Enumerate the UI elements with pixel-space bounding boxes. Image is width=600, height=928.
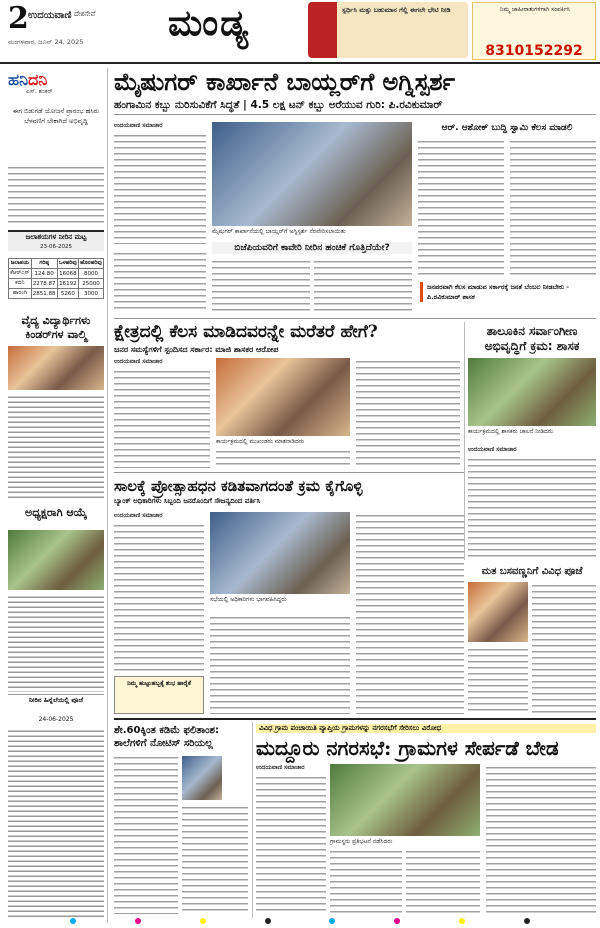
story-3-text-col-2: [210, 614, 350, 714]
reservoir-table: [8, 258, 104, 299]
bottom-left-text-1: [114, 754, 178, 914]
section-title: ಮಂಡ್ಯ: [168, 2, 251, 44]
edition-name: ದೇಶಸೇವೆ: [74, 10, 96, 18]
reservoir-table-title: [8, 230, 104, 251]
page-number: 2: [8, 1, 29, 36]
story-2-headline[interactable]: ಕ್ಷೇತ್ರದಲ್ಲಿ ಕೆಲಸ ಮಾಡಿದವರನ್ನೇ ಮರೆತರೆ ಹೇಗೆ?: [114, 322, 378, 342]
story-3-caption: ಸಭೆಯಲ್ಲಿ ಅಧಿಕಾರಿಗಳು ಭಾಗವಹಿಸಿದ್ದರು: [210, 596, 287, 603]
bottom-text-col-4: [486, 764, 596, 914]
table-cell: 16068: [59, 270, 77, 277]
left-headline-2: ವೈದ್ಯ ವಿದ್ಯಾರ್ಥಿಗಳು ಕಿಂಡರ್‌ಗಳ ವಾಲ್ಮಿ: [21, 314, 91, 341]
registration-dot: [394, 918, 400, 924]
table-cell: ಗರಿಷ್ಠ: [31, 259, 57, 269]
lead-quote: ಜನಪರವಾಗಿ ಕೆಲಸ ಮಾಡುವ ಸರ್ಕಾರಕ್ಕೆ ಜನತೆ ಬೆಂಬಲ ನೀಡಬೇಕು - ಪಿ.ರವಿಕುಮಾರ್ ಶಾಸಕ: [420, 282, 596, 302]
lead-byline: ಉದಯವಾಣಿ ಸಮಾಚಾರ: [114, 122, 163, 129]
bottom-byline: ಉದಯವಾಣಿ ಸಮಾಚಾರ: [256, 764, 305, 771]
story-right-photo: [468, 358, 596, 426]
table-cell: 124.80: [31, 269, 57, 279]
masthead-ad-left[interactable]: [308, 2, 468, 58]
notice-text: [8, 728, 104, 918]
lead-text-col-2a: [212, 258, 310, 314]
table-title-text: ಜಲಾಶಯಗಳ ನೀರಿನ ಮಟ್ಟ: [25, 233, 87, 241]
story-3-byline: ಉದಯವಾಣಿ ಸಮಾಚಾರ: [114, 512, 163, 519]
ad-right-text: ನಿಮ್ಮ ಜಾಹೀರಾತುಗಳಿಗಾಗಿ ಸಂಪರ್ಕಿಸಿ: [499, 6, 570, 13]
story-2-subhead: ಜನರ ಸಮಸ್ಯೆಗಳಿಗೆ ಸ್ಪಂದಿಸದ ಸರ್ಕಾರ: ಮಾಜಿ ಶಾಸಕರ ಆರೋಪ: [114, 345, 279, 354]
story-4-headline[interactable]: ಮತ ಬಸವಣ್ಣನಿಗೆ ವಿವಿಧ ಪೂಜೆ: [481, 566, 583, 577]
story-2-text-col-3: [356, 358, 460, 468]
lead-deck: ಹಂಗಾಮಿನ ಕಬ್ಬು ನುರಿಸುವಿಕೆಗೆ ಸಿದ್ಧತೆ | 4.5 ಲಕ್ಷ ಟನ್ ಕಬ್ಬು ಅರೆಯುವ ಗುರಿ: ಪಿ.ರವಿಕುಮಾರ್: [114, 98, 596, 115]
promo-box[interactable]: [114, 676, 204, 714]
story-3-subhead: ಬ್ಯಾಂಕ್ ಅಧಿಕಾರಿಗಳು ಸಿಬ್ಬಂದಿ ಜನರೊಂದಿಗೆ ಸೌಜನ್ಯದಿಂದ ವರ್ತಿಸಿ: [114, 497, 261, 505]
story-3-text-col-1: [114, 522, 204, 672]
notice-title: ನೀರಿನ ಹಿನ್ನೆಲೆಯಲ್ಲಿ ಪೂಜೆ: [28, 696, 84, 704]
story-2-text-col-1: [114, 368, 210, 468]
table-row: [9, 259, 104, 269]
registration-dot: [459, 918, 465, 924]
lead-photo: [212, 122, 412, 226]
column-divider: [252, 722, 253, 918]
lead-sub-head: ಬಿಜೆಪಿಯವರಿಗೆ ಕಾವೇರಿ ನೀರಿನ ಹಂಚಿಕೆ ಗೊತ್ತಿದೆಯೇ?: [212, 242, 412, 254]
bottom-left-text-2: [182, 804, 248, 914]
left-headline-3: ಅಧ್ಯಕ್ಷರಾಗಿ ಆಯ್ಕೆ: [25, 506, 87, 519]
bottom-headline[interactable]: ಮದ್ದೂರು ನಗರಸಭೆ: ಗ್ರಾಮಗಳ ಸೇರ್ಪಡೆ ಬೇಡ: [256, 736, 559, 760]
left-story-2-text: [8, 394, 104, 498]
story-2-photo: [216, 358, 350, 436]
story-right-text: [468, 456, 596, 558]
bottom-left-portrait: [182, 756, 222, 800]
table-date: 23-06-2025: [40, 244, 72, 250]
divider: [114, 318, 596, 319]
registration-dot: [265, 918, 271, 924]
table-row: [9, 289, 104, 299]
column-divider: [464, 322, 465, 560]
left-column: [4, 68, 108, 923]
divider: [114, 472, 464, 473]
lead-text-col-1b: [114, 250, 206, 312]
story-2-byline: ಉದಯವಾಣಿ ಸಮಾಚಾರ: [114, 358, 163, 365]
lead-text-col-2b: [314, 258, 412, 314]
lead-side-head: ಆರ್. ಆಶೋಕ್ ಬುದ್ದಿ ಸ್ವಾಮಿ ಕೆಲಸ ಮಾಡಲಿ: [441, 123, 573, 133]
logo-part-b: ದನಿ: [27, 70, 48, 89]
story-right-byline: ಉದಯವಾಣಿ ಸಮಾಚಾರ: [468, 446, 517, 453]
print-registration-marks: [70, 918, 530, 926]
bottom-left-headline[interactable]: ಶೇ.60ಕ್ಕಿಂತ ಕಡಿಮೆ ಫಲಿತಾಂಶ: ಶಾಲೆಗಳಿಗೆ ನೋಟಿಸ್ ಸರಿಯಲ್ಲ: [114, 725, 220, 749]
registration-dot: [329, 918, 335, 924]
table-cell: 5260: [57, 289, 78, 299]
logo-part-a: ಹನಿ: [8, 70, 28, 89]
ad-left-text: ಸ್ಪರ್ಧಿಸಿ ಮತ್ತು ಬಹುಮಾನ ಗೆಲ್ಲಿ ಈಗಲೇ ಭೇಟಿ ನೀಡಿ: [342, 6, 451, 14]
bottom-text-col-1: [256, 774, 326, 914]
table-cell: ಕೆಆರ್‌ಎಸ್: [9, 269, 32, 279]
column-author: ಎಸ್. ಶಂಕರ್: [26, 88, 53, 95]
table-cell: 3000: [78, 289, 103, 299]
table-cell: ಕಬಿನಿ: [9, 279, 32, 289]
left-photo-2: [8, 530, 104, 590]
table-row: [9, 279, 104, 289]
bottom-text-col-2: [330, 848, 402, 914]
divider: [8, 694, 104, 695]
lead-text-col-3: [418, 138, 504, 278]
table-cell: 2851.88: [32, 290, 56, 297]
bottom-photo: [330, 764, 480, 836]
dateline: ಮಂಗಳವಾರ, ಜೂನ್ 24, 2025: [8, 38, 84, 46]
story-2-text-col-2: [216, 448, 350, 468]
table-cell: 25000: [78, 279, 103, 289]
column-text: [8, 164, 104, 226]
table-cell: ಜಲಾಶಯ: [9, 259, 32, 269]
notice-date: 24-06-2025: [38, 716, 74, 723]
story-3-photo: [210, 512, 350, 594]
lead-text-col-4: [510, 138, 596, 278]
table-cell: ಹಾರಂಗಿ: [9, 289, 32, 299]
brand-name: ಉದಯವಾಣಿ: [28, 10, 72, 21]
divider: [114, 718, 596, 720]
registration-dot: [200, 918, 206, 924]
masthead-ad-right[interactable]: [472, 2, 596, 60]
left-photo-1: [8, 346, 104, 390]
column-intro: ಈಗ ಬಿಡುಗಡೆ ಯೋಜನೆ ಪ್ರಾರಂಭ ಹಸಿರು ಬೆಳವಣಿಗೆ ಬೇಕಾಗಿದೆ ಅಭಿವೃದ್ಧಿ: [12, 107, 100, 125]
table-cell: 16192: [59, 280, 77, 287]
lead-headline[interactable]: ಮೈಷುಗರ್ ಕಾರ್ಖಾನೆ ಬಾಯ್ಲರ್‌ಗೆ ಅಗ್ನಿಸ್ಪರ್ಶ: [114, 67, 455, 96]
bottom-caption: ಗ್ರಾಮಸ್ಥರು ಪ್ರತಿಭಟನೆ ನಡೆಸಿದರು: [330, 838, 393, 845]
table-cell: 8000: [78, 269, 103, 279]
story-3-headline[interactable]: ಸಾಲಕ್ಕೆ ಪ್ರೋತ್ಸಾಹಧನ ಕಡಿತವಾಗದಂತೆ ಕ್ರಮ ಕೈಗೊಳ್ಳಿ: [114, 477, 363, 495]
story-4-text: [532, 582, 596, 714]
left-story-3-text: [8, 594, 104, 692]
registration-dot: [70, 918, 76, 924]
promo-title: ನಿಮ್ಮ ಹುಟ್ಟುಹಬ್ಬಕ್ಕೆ ಶುಭ ಹಾರೈಕೆ: [127, 680, 191, 687]
story-4-text-b: [468, 646, 528, 714]
story-4-photo: [468, 582, 528, 642]
registration-dot: [135, 918, 141, 924]
registration-dot: [524, 918, 530, 924]
table-row: [9, 269, 104, 279]
lead-photo-caption: ಮೈಷುಗರ್ ಕಾರ್ಖಾನೆಯಲ್ಲಿ ಬಾಯ್ಲರ್‌ಗೆ ಅಗ್ನಿಸ್ಪರ್ಶ ನೆರವೇರಿಸಲಾಯಿತು: [212, 228, 346, 235]
table-cell: ಒಳಹರಿವು: [57, 259, 78, 269]
masthead: [0, 0, 600, 64]
story-2-caption: ಕಾರ್ಯಕ್ರಮದಲ್ಲಿ ಮುಖಂಡರು ಮಾತನಾಡಿದರು: [216, 438, 304, 445]
bottom-text-col-3: [406, 848, 480, 914]
bottom-kicker: ವಿವಿಧ ಗ್ರಾಮ ಪಂಚಾಯಿತಿ ವ್ಯಾಪ್ತಿಯ ಗ್ರಾಮಗಳನ್ನು ನಗರಸಭೆಗೆ ಸೇರಿಸಲು ವಿರೋಧ: [256, 724, 596, 733]
story-right-headline[interactable]: ತಾಲೂಕಿನ ಸರ್ವಾಂಗೀಣ ಅಭಿವೃದ್ಧಿಗೆ ಕ್ರಮ: ಶಾಸಕ: [484, 324, 580, 353]
ad-phone: 8310152292: [485, 43, 583, 59]
table-cell: ಹೊರಹರಿವು: [78, 259, 103, 269]
story-right-caption: ಕಾರ್ಯಕ್ರಮದಲ್ಲಿ ಶಾಸಕರು ಚಾಲನೆ ನೀಡಿದರು: [468, 428, 554, 435]
column-logo: [8, 70, 47, 90]
lead-text-col-1: [114, 132, 206, 244]
table-cell: 2278.87: [32, 280, 56, 287]
story-3-text-col-3: [356, 512, 464, 714]
